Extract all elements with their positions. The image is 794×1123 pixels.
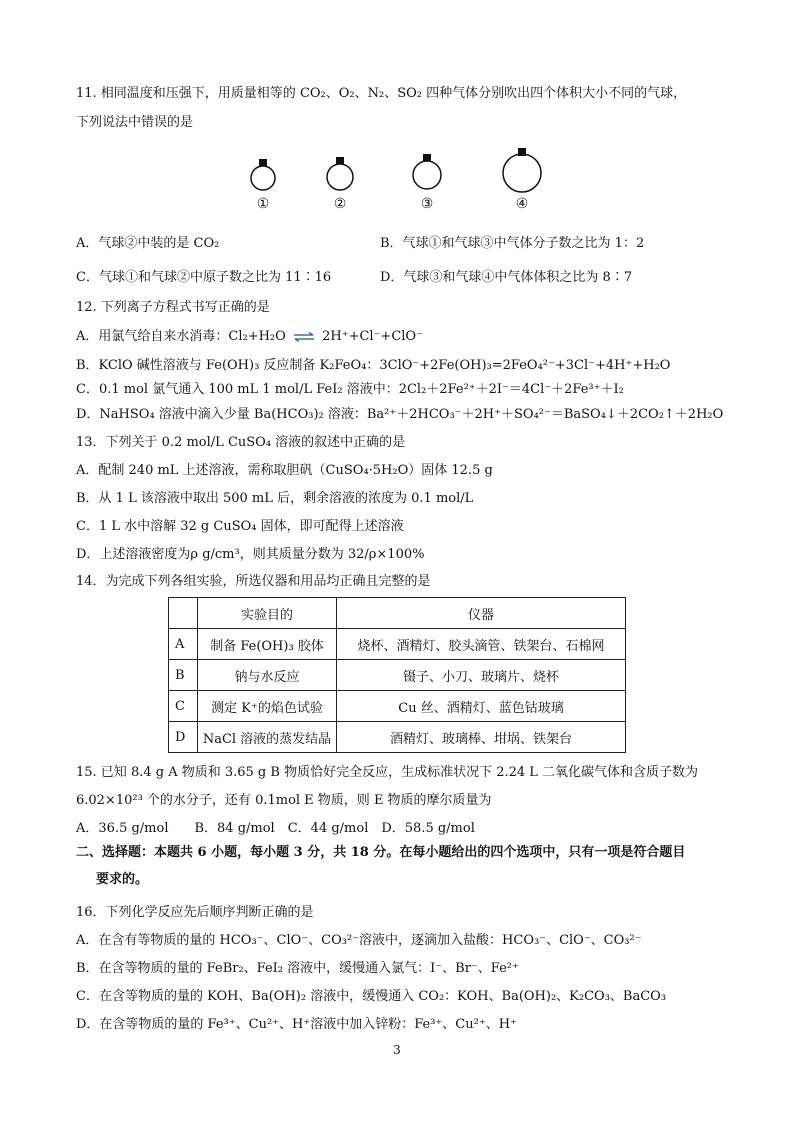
balloon-2-knot (336, 157, 344, 164)
q11-option-c: C．气球①和气球②中原子数之比为 11∶16 (76, 270, 332, 285)
q13-option-d: D．上述溶液密度为ρ g/cm³，则其质量分数为 32/ρ×100% (76, 547, 425, 562)
balloon-label-1-text: ① (256, 196, 270, 212)
balloon-label-4-text: ④ (515, 196, 529, 212)
q13-option-a: A．配制 240 mL 上述溶液，需称取胆矾（CuSO₄·5H₂O）固体 12.5 g (76, 463, 493, 478)
q12-stem: 12. 下列离子方程式书写正确的是 (76, 300, 270, 315)
row-key: C (169, 691, 198, 722)
row-key: A (169, 629, 198, 660)
q11-stem-line2: 下列说法中错误的是 (76, 115, 194, 130)
q13-option-b: B．从 1 L 该溶液中取出 500 mL 后，剩余溶液的浓度为 0.1 mol/L (76, 491, 474, 506)
table-row (169, 629, 626, 660)
balloon-4 (503, 154, 541, 192)
instrument-table (168, 597, 626, 753)
row-goal: 制备 Fe(OH)₃ 胶体 (198, 629, 337, 660)
row-tools: Cu 丝、酒精灯、蓝色钴玻璃 (337, 691, 626, 722)
q11-option-a: A．气球②中装的是 CO₂ (76, 236, 220, 251)
q11-option-d: D．气球③和气球④中气体体积之比为 8∶7 (380, 270, 633, 285)
q15-options: A．36.5 g/mol B．84 g/mol C．44 g/mol D．58.5 g/mol (76, 821, 475, 836)
page-number: 3 (393, 1043, 401, 1057)
balloon-label-3-text: ③ (420, 196, 434, 212)
q15-stem-line2: 6.02×10²³ 个的水分子，还有 0.1mol E 物质，则 E 物质的摩尔质量为 (76, 793, 492, 808)
q11-option-b: B．气球①和气球③中气体分子数之比为 1：2 (380, 236, 645, 251)
reversible-arrow-icon (293, 332, 315, 342)
row-tools: 镊子、小刀、玻璃片、烧杯 (337, 660, 626, 691)
q11-stem-line1: 11. 相同温度和压强下，用质量相等的 CO₂、O₂、N₂、SO₂ 四种气体分别吹出四个体积大小不同的气球， (76, 86, 687, 101)
table-header-goal: 实验目的 (198, 598, 337, 629)
q16-option-c: C．在含等物质的量的 KOH、Ba(OH)₂ 溶液中，缓慢通入 CO₂：KOH、Ba(OH)₂、K₂CO₃、BaCO₃ (76, 989, 667, 1004)
q13-stem: 13．下列关于 0.2 mol/L CuSO₄ 溶液的叙述中正确的是 (76, 435, 406, 450)
q16-option-d: D．在含等物质的量的 Fe³⁺、Cu²⁺、H⁺溶液中加入锌粉：Fe³⁺、Cu²⁺、H⁺ (76, 1017, 517, 1032)
q12-option-d: D．NaHSO₄ 溶液中滴入少量 Ba(HCO₃)₂ 溶液：Ba²⁺＋2HCO₃⁻＋2H⁺＋SO₄²⁻＝BaSO₄↓＋2CO₂↑＋2H₂O (76, 407, 724, 422)
row-key: B (169, 660, 198, 691)
balloon-3-knot (423, 154, 431, 161)
balloon-figure (0, 148, 794, 218)
q12-option-b: B．KClO 碱性溶液与 Fe(OH)₃ 反应制备 K₂FeO₄：3ClO⁻+2Fe(OH)₃=2FeO₄²⁻+3Cl⁻+4H⁺+H₂O (76, 358, 671, 373)
table-header-key (169, 598, 198, 629)
q12-option-a (76, 327, 423, 347)
balloon-3 (413, 161, 441, 189)
row-key: D (169, 722, 198, 753)
q16-option-a: A．在含有等物质的量的 HCO₃⁻、ClO⁻、CO₃²⁻溶液中，逐滴加入盐酸：HCO₃⁻、ClO⁻、CO₃²⁻ (76, 933, 642, 948)
table-row (169, 722, 626, 753)
row-goal: 测定 K⁺的焰色试验 (198, 691, 337, 722)
q12-option-c: C．0.1 mol 氯气通入 100 mL 1 mol/L FeI₂ 溶液中：2Cl₂＋2Fe²⁺＋2I⁻＝4Cl⁻＋2Fe³⁺＋I₂ (76, 382, 624, 397)
table-row (169, 660, 626, 691)
table-header-row (169, 598, 626, 629)
q13-option-c: C．1 L 水中溶解 32 g CuSO₄ 固体，即可配得上述溶液 (76, 519, 404, 534)
balloon-drawing (0, 148, 794, 218)
q16-stem: 16．下列化学反应先后顺序判断正确的是 (76, 905, 314, 920)
section2-heading-line2: 要求的。 (96, 872, 149, 887)
row-tools: 酒精灯、玻璃棒、坩埚、铁架台 (337, 722, 626, 753)
table-header-tools: 仪器 (337, 598, 626, 629)
balloon-label-2-text: ② (333, 196, 347, 212)
q12-option-a-left: A．用氯气给自来水消毒：Cl₂+H₂O (76, 329, 286, 344)
q14-stem: 14．为完成下列各组实验，所选仪器和用品均正确且完整的是 (76, 574, 431, 589)
balloon-1-knot (259, 159, 267, 166)
q16-option-b: B．在含等物质的量的 FeBr₂、FeI₂ 溶液中，缓慢通入氯气：I⁻、Br⁻、Fe²⁺ (76, 961, 519, 976)
balloon-2 (327, 164, 353, 190)
q15-stem-line1: 15. 已知 8.4 g A 物质和 3.65 g B 物质恰好完全反应，生成标准状况下 2.24 L 二氧化碳气体和含质子数为 (76, 765, 699, 780)
balloon-1 (251, 166, 275, 190)
table-row (169, 691, 626, 722)
row-goal: NaCl 溶液的蒸发结晶 (198, 722, 337, 753)
row-tools: 烧杯、酒精灯、胶头滴管、铁架台、石棉网 (337, 629, 626, 660)
row-goal: 钠与水反应 (198, 660, 337, 691)
q12-option-a-right: 2H⁺+Cl⁻+ClO⁻ (322, 329, 423, 344)
section2-heading-line1: 二、选择题：本题共 6 小题，每小题 3 分，共 18 分。在每小题给出的四个选项中，只有一项是符合题目 (76, 845, 686, 860)
